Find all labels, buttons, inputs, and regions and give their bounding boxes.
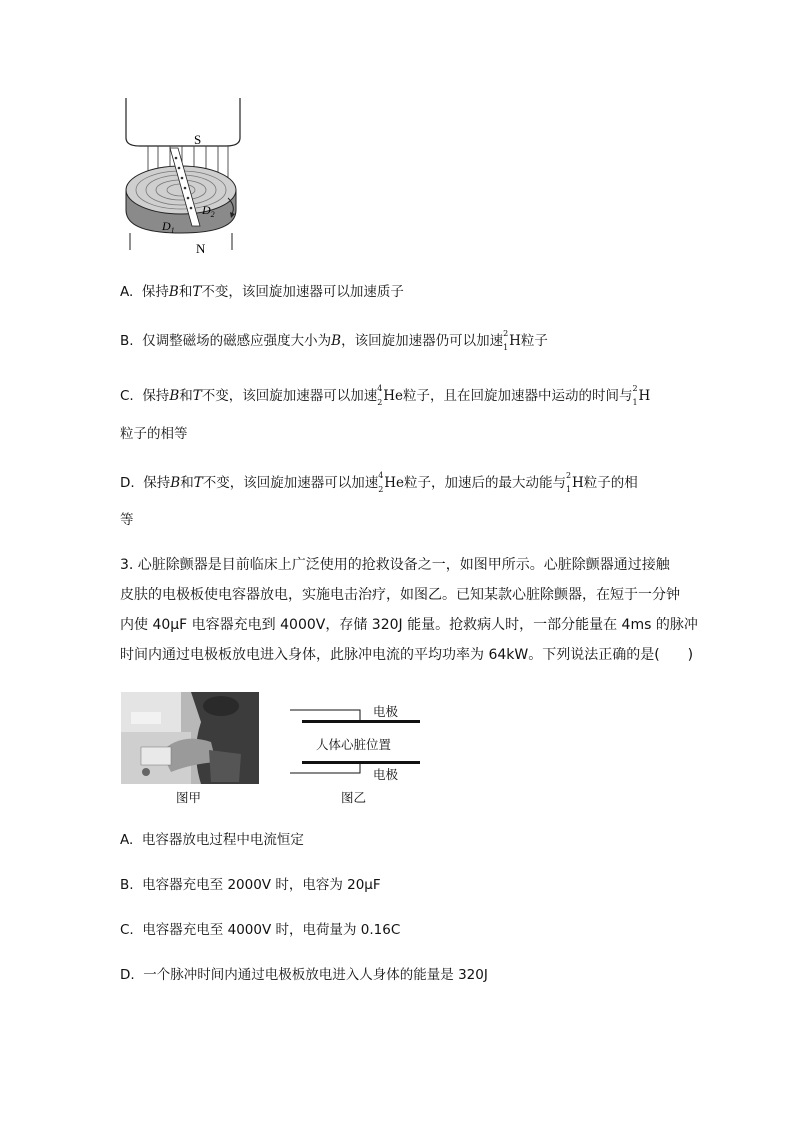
d2-label: $D_2$ (202, 203, 215, 219)
q3-option-a: A. 电容器放电过程中电流恒定 (120, 832, 304, 848)
q3-stem-line: 3. 心脏除颤器是目前临床上广泛使用的抢救设备之一，如图甲所示。心脏除颤器通过接触 (120, 557, 670, 573)
q2-option-b: B. 仅调整磁场的磁感应强度大小为B，该回旋加速器仍可以加速 2 1 H粒子 (120, 329, 548, 352)
q3-stem-line: 内使 40μF 电容器充电到 4000V，存储 320J 能量。抢救病人时，一部分能量在 4ms 的脉冲 (120, 617, 698, 633)
deuteron-symbol: 2 1 H (632, 384, 651, 407)
heart-position-label: 人体心脏位置 (316, 737, 392, 752)
q2-option-a: A. 保持B和T不变，该回旋加速器可以加速质子 (120, 284, 404, 300)
electrode-bottom-label: 电极 (373, 767, 399, 782)
fig-jia-caption: 图甲 (176, 790, 202, 805)
d1-label: $D_1$ (162, 219, 175, 235)
q2-option-c-cont: 粒子的相等 (120, 426, 188, 442)
deuteron-symbol: 2 1 H (565, 471, 584, 494)
q3-stem-line: 皮肤的电极板使电容器放电，实施电击治疗，如图乙。已知某款心脏除颤器，在短于一分钟 (120, 587, 680, 603)
defibrillator-photo (121, 692, 259, 784)
deuteron-symbol: 2 1 H (503, 329, 521, 352)
pole-s-label: S (194, 132, 202, 147)
q3-stem-line: 时间内通过电极板放电进入身体，此脉冲电流的平均功率为 64kW。下列说法正确的是( ) (120, 647, 694, 663)
pole-n-label: N (196, 241, 206, 256)
fig-yi-caption: 图乙 (341, 790, 367, 805)
electrode-top-label: 电极 (373, 704, 399, 719)
q2-option-d-cont: 等 (120, 512, 134, 528)
q2-option-d: D. 保持B和T不变，该回旋加速器可以加速 4 2 He粒子，加速后的最大动能与 2 1 H粒子的相 (120, 471, 638, 494)
helium-symbol: 4 2 He (378, 471, 404, 494)
q3-option-c: C. 电容器充电至 4000V 时，电荷量为 0.16C (120, 922, 401, 938)
cyclotron-figure (118, 98, 248, 258)
q2-option-c: C. 保持B和T不变，该回旋加速器可以加速 4 2 He粒子，且在回旋加速器中运动的时间与 2 1 H (120, 384, 651, 407)
helium-symbol: 4 2 He (377, 384, 404, 407)
q3-option-b: B. 电容器充电至 2000V 时，电容为 20μF (120, 877, 381, 893)
q3-option-d: D. 一个脉冲时间内通过电极板放电进入人身体的能量是 320J (120, 967, 488, 983)
